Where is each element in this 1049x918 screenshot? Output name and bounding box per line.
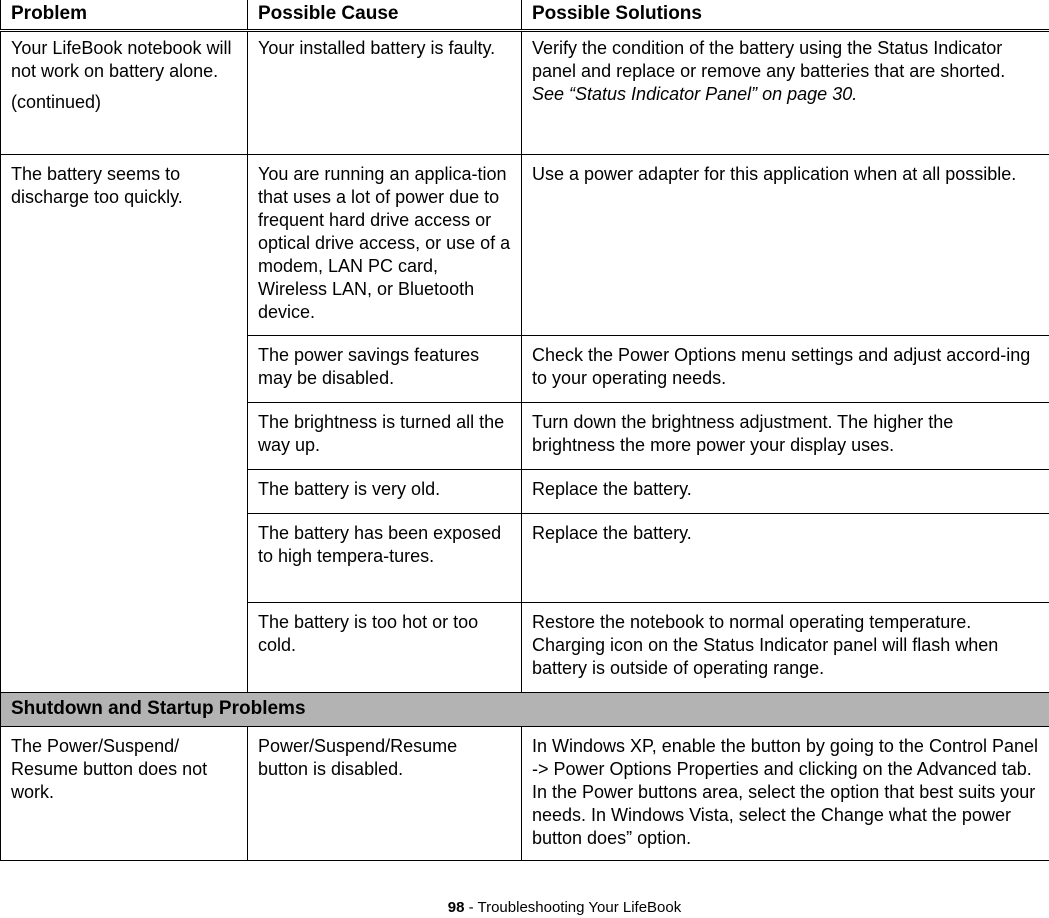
footer-text: - Troubleshooting Your LifeBook bbox=[464, 899, 682, 916]
table-row bbox=[1, 155, 1049, 336]
solution-cell: Restore the notebook to normal operating temperature. Charging icon on the Status Indicator panel will flash when battery is outside of operating range. bbox=[522, 603, 1049, 693]
problem-cell: The Power/Suspend/ Resume button does not work. bbox=[1, 727, 248, 861]
header-possible-solutions: Possible Solutions bbox=[522, 0, 1049, 31]
cause-cell: Your installed battery is faulty. bbox=[248, 31, 522, 155]
problem-cell bbox=[1, 31, 248, 155]
cause-cell: The battery is too hot or too cold. bbox=[248, 603, 522, 693]
solution-cell: Use a power adapter for this application when at all possible. bbox=[522, 155, 1049, 336]
header-possible-cause: Possible Cause bbox=[248, 0, 522, 31]
cause-cell: The brightness is turned all the way up. bbox=[248, 403, 522, 470]
section-title: Shutdown and Startup Problems bbox=[1, 693, 1049, 727]
table-header-row bbox=[1, 0, 1049, 31]
problem-cell: The battery seems to discharge too quickly. bbox=[1, 155, 248, 693]
cause-cell: You are running an applica-tion that uses a lot of power due to frequent hard drive access or optical drive access, or use of a modem, LAN PC card, Wireless LAN, or Bluetooth device. bbox=[248, 155, 522, 336]
cause-cell: The battery is very old. bbox=[248, 470, 522, 514]
table-row bbox=[1, 727, 1049, 861]
solution-cell: Check the Power Options menu settings and adjust accord-ing to your operating needs. bbox=[522, 336, 1049, 403]
header-problem: Problem bbox=[1, 0, 248, 31]
table-row bbox=[1, 31, 1049, 155]
solution-cell: Turn down the brightness adjustment. The higher the brightness the more power your display uses. bbox=[522, 403, 1049, 470]
page-footer bbox=[0, 899, 1049, 917]
problem-text: Your LifeBook notebook will not work on battery alone. bbox=[11, 38, 232, 81]
cause-cell: Power/Suspend/Resume button is disabled. bbox=[248, 727, 522, 861]
problem-continued-note: (continued) bbox=[11, 92, 102, 112]
solution-cell: Replace the battery. bbox=[522, 514, 1049, 603]
solution-page-reference: See “Status Indicator Panel” on page 30. bbox=[532, 84, 858, 104]
solution-text: Verify the condition of the battery using the Status Indicator panel and replace or remove any batteries that are shorted. bbox=[532, 38, 1006, 81]
cause-cell: The power savings features may be disabled. bbox=[248, 336, 522, 403]
solution-cell: Replace the battery. bbox=[522, 470, 1049, 514]
section-header-row bbox=[1, 693, 1049, 727]
cause-cell: The battery has been exposed to high tempera-tures. bbox=[248, 514, 522, 603]
page-number: 98 bbox=[447, 899, 465, 916]
solution-cell bbox=[522, 31, 1049, 155]
solution-cell: In Windows XP, enable the button by going to the Control Panel -> Power Options Properties and clicking on the Advanced tab. In the Power buttons area, select the option that best suits your needs. In Windows Vista, select the Change what the power button does” option. bbox=[522, 727, 1049, 861]
